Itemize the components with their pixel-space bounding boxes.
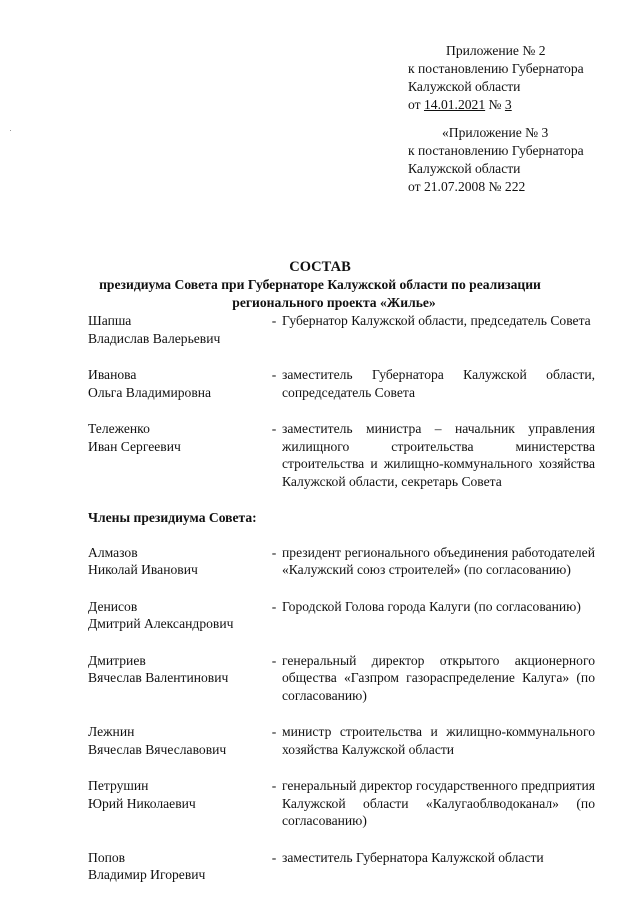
list-item: [88, 420, 598, 490]
separator-dash: -: [271, 598, 277, 614]
person-surname: Петрушин: [88, 778, 149, 793]
person-surname: Иванова: [88, 367, 137, 382]
person-role: заместитель Губернатора Калужской области, сопредседатель Совета: [282, 367, 595, 400]
list-item: [88, 366, 598, 401]
person-name: [88, 544, 266, 579]
person-name: [88, 420, 266, 490]
person-surname: Денисов: [88, 598, 138, 614]
person-role: Городской Голова города Калуги (по согласованию): [282, 598, 581, 614]
person-role: Губернатор Калужской области, председатель Совета: [282, 313, 591, 328]
appendix-region: Калужской области: [408, 79, 521, 94]
list-item: [88, 723, 598, 758]
person-surname: Тележенко: [88, 421, 150, 436]
person-name: [88, 723, 266, 758]
person-name: [88, 366, 266, 401]
person-given-names: Вячеслав Вячеславович: [88, 741, 227, 757]
person-surname: Шапша: [88, 313, 132, 328]
appendix-header: [408, 42, 584, 114]
person-name: [88, 598, 266, 633]
appendix-decree: к постановлению Губернатора: [408, 61, 584, 76]
list-item: [88, 598, 598, 633]
original-appendix-date: от 21.07.2008 № 222: [408, 179, 526, 194]
appendix-date-prefix: от: [408, 97, 424, 112]
person-role: генеральный директор государственного предприятия Калужской области «Калугаоблводоканал» (по согласованию): [282, 778, 595, 828]
person-name: [88, 312, 266, 347]
original-appendix-decree: к постановлению Губернатора: [408, 143, 584, 158]
person-role: президент регионального объединения работодателей «Калужский союз строителей» (по согласованию): [282, 544, 595, 577]
person-role: министр строительства и жилищно-коммунального хозяйства Калужской области: [282, 724, 595, 757]
list-item: [88, 777, 598, 830]
person-given-names: Дмитрий Александрович: [88, 616, 234, 631]
person-name: [88, 849, 266, 884]
presidium-list: [88, 312, 598, 884]
person-name: [88, 777, 266, 830]
list-item: [88, 544, 598, 579]
person-given-names: Ольга Владимировна: [88, 384, 212, 400]
separator-dash: -: [271, 778, 277, 793]
appendix-number-sign: №: [485, 97, 505, 112]
list-item: [88, 849, 598, 884]
title-subtitle-line1: президиума Совета при Губернаторе Калужской области по реализации: [99, 277, 541, 292]
original-appendix-region: Калужской области: [408, 161, 521, 176]
person-given-names: Владимир Игоревич: [88, 867, 206, 882]
list-item: [88, 652, 598, 705]
person-role: заместитель министра – начальник управления жилищного строительства министерства строительства и жилищно-коммунального хозяйства Калужской области, секретарь Совета: [282, 421, 595, 489]
person-role: заместитель Губернатора Калужской области: [282, 849, 544, 865]
appendix-date: 14.01.2021: [423, 97, 486, 112]
person-given-names: Вячеслав Валентинович: [88, 670, 229, 685]
separator-dash: -: [271, 544, 277, 560]
separator-dash: -: [271, 652, 277, 668]
person-given-names: Владислав Валерьевич: [88, 330, 221, 346]
person-surname: Дмитриев: [88, 652, 146, 668]
separator-dash: -: [271, 849, 277, 865]
person-name: [88, 652, 266, 705]
separator-dash: -: [271, 367, 277, 382]
separator-dash: -: [271, 313, 277, 328]
person-given-names: Николай Иванович: [88, 562, 198, 577]
person-given-names: Иван Сергеевич: [88, 438, 181, 454]
appendix-date-line: [408, 96, 584, 114]
separator-dash: -: [271, 724, 277, 739]
person-surname: Попов: [88, 849, 126, 865]
person-role: генеральный директор открытого акционерного общества «Газпром газораспределение Калуга» (по согласованию): [282, 652, 595, 703]
appendix-number: Приложение № 2: [446, 43, 546, 58]
title-subtitle-line2: регионального проекта «Жилье»: [232, 295, 436, 310]
members-heading: Члены президиума Совета:: [88, 510, 257, 525]
title-main: СОСТАВ: [289, 259, 351, 275]
scan-speck: [10, 130, 11, 131]
person-surname: Лежнин: [88, 724, 135, 739]
original-appendix-header: [408, 124, 584, 196]
original-appendix-number: «Приложение № 3: [442, 125, 549, 140]
person-given-names: Юрий Николаевич: [88, 795, 196, 811]
document-title: [0, 258, 640, 312]
person-surname: Алмазов: [88, 544, 138, 560]
appendix-decree-number: 3: [504, 97, 512, 112]
list-item: [88, 312, 598, 347]
separator-dash: -: [271, 421, 277, 436]
